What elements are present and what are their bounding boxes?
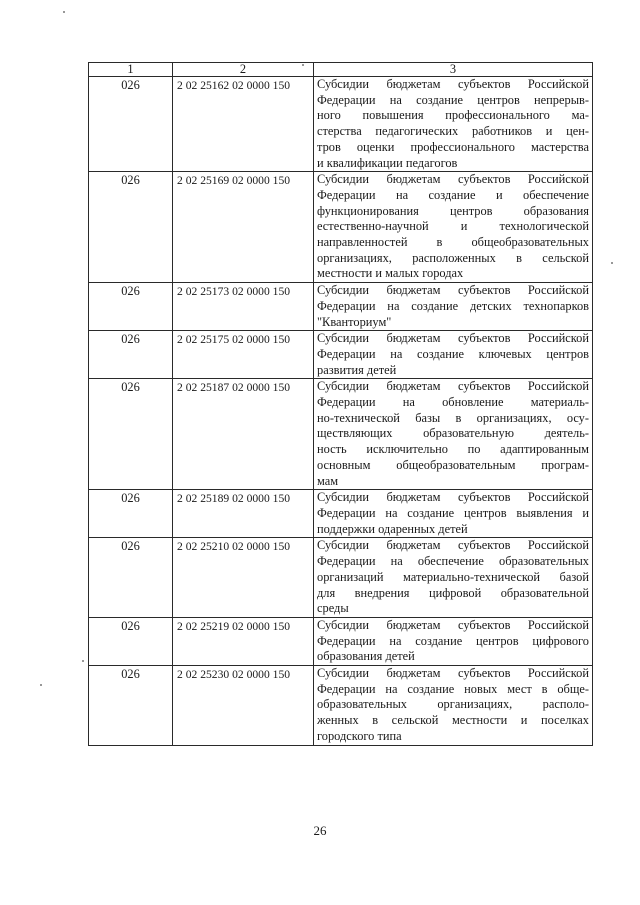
table-row xyxy=(89,490,593,538)
income-code-cell: 2 02 25210 02 0000 150 xyxy=(173,538,314,618)
description-line: Субсидии бюджетам субъектов Российской xyxy=(317,379,589,394)
description-cell xyxy=(314,538,593,618)
description-line: женных в сельской местности и поселках xyxy=(317,713,589,728)
scan-speck xyxy=(63,11,65,13)
description-cell xyxy=(314,283,593,331)
description-line: местности и малых городах xyxy=(317,266,464,281)
table-row xyxy=(89,331,593,379)
admin-code-cell: 026 xyxy=(89,379,173,490)
description-line: естественно-научной и технологической xyxy=(317,219,589,234)
table-row xyxy=(89,379,593,490)
description-line: образования детей xyxy=(317,649,415,664)
description-line: основным общеобразовательным програм- xyxy=(317,457,589,472)
income-code-cell: 2 02 25189 02 0000 150 xyxy=(173,490,314,538)
admin-code-cell: 026 xyxy=(89,538,173,618)
description-line: ществляющих образовательную деятель- xyxy=(317,426,589,441)
description-line: Федерации на создание и обеспечение xyxy=(317,187,589,202)
description-line: Федерации на создание детских технопарков xyxy=(317,298,589,313)
description-line: Субсидии бюджетам субъектов Российской xyxy=(317,538,589,553)
table-row xyxy=(89,172,593,283)
description-line: мам xyxy=(317,473,339,488)
description-line: организациях, расположенных в сельской xyxy=(317,250,589,265)
scan-speck xyxy=(611,262,613,264)
description-cell xyxy=(314,490,593,538)
income-code-cell: 2 02 25175 02 0000 150 xyxy=(173,331,314,379)
description-line: и квалификации педагогов xyxy=(317,155,458,170)
description-line: направленностей в общеобразовательных xyxy=(317,235,589,250)
description-cell xyxy=(314,172,593,283)
table-body xyxy=(89,77,593,746)
description-cell xyxy=(314,379,593,490)
scan-speck xyxy=(82,660,84,662)
description-line: Субсидии бюджетам субъектов Российской xyxy=(317,490,589,505)
description-line: Федерации на обеспечение образовательных xyxy=(317,554,589,569)
income-code-cell: 2 02 25169 02 0000 150 xyxy=(173,172,314,283)
description-line: функционирования центров образования xyxy=(317,203,589,218)
table-row xyxy=(89,617,593,665)
description-line: Субсидии бюджетам субъектов Российской xyxy=(317,77,589,91)
admin-code-cell: 026 xyxy=(89,617,173,665)
description-line: образовательных организациях, располо- xyxy=(317,697,589,712)
scan-speck xyxy=(40,684,42,686)
description-cell xyxy=(314,666,593,746)
description-line: тров оценки профессионального мастерства xyxy=(317,139,589,154)
description-line: среды xyxy=(317,601,349,616)
description-line: ность исключительно по адаптированным xyxy=(317,442,589,457)
description-cell xyxy=(314,331,593,379)
table-row xyxy=(89,666,593,746)
description-line: Субсидии бюджетам субъектов Российской xyxy=(317,283,589,298)
admin-code-cell: 026 xyxy=(89,172,173,283)
description-line: для внедрения цифровой образовательной xyxy=(317,585,589,600)
income-code-cell: 2 02 25187 02 0000 150 xyxy=(173,379,314,490)
description-cell xyxy=(314,617,593,665)
description-line: Субсидии бюджетам субъектов Российской xyxy=(317,617,589,632)
income-code-cell: 2 02 25230 02 0000 150 xyxy=(173,666,314,746)
description-line: Субсидии бюджетам субъектов Российской xyxy=(317,172,589,187)
column-header: 2 xyxy=(173,63,314,77)
admin-code-cell: 026 xyxy=(89,77,173,172)
admin-code-cell: 026 xyxy=(89,666,173,746)
admin-code-cell: 026 xyxy=(89,331,173,379)
description-line: Федерации на создание центров непрерыв- xyxy=(317,92,589,107)
description-line: развития детей xyxy=(317,362,397,377)
admin-code-cell: 026 xyxy=(89,283,173,331)
description-cell xyxy=(314,77,593,172)
description-line: Федерации на создание центров цифрового xyxy=(317,633,589,648)
table-row xyxy=(89,77,593,172)
description-line: Субсидии бюджетам субъектов Российской xyxy=(317,331,589,346)
admin-code-cell: 026 xyxy=(89,490,173,538)
column-header: 3 xyxy=(314,63,593,77)
description-line: стерства педагогических работников и цен- xyxy=(317,124,589,139)
description-line: поддержки одаренных детей xyxy=(317,521,468,536)
income-code-cell: 2 02 25219 02 0000 150 xyxy=(173,617,314,665)
table-row xyxy=(89,538,593,618)
description-line: городского типа xyxy=(317,728,402,743)
description-line: Федерации на обновление материаль- xyxy=(317,395,589,410)
page-number: 26 xyxy=(313,823,327,838)
column-header: 1 xyxy=(89,63,173,77)
description-line: "Кванториум" xyxy=(317,314,392,329)
description-line: Федерации на создание центров выявления и xyxy=(317,505,589,520)
description-line: организаций материально-технической базой xyxy=(317,569,589,584)
table-row xyxy=(89,283,593,331)
description-line: Федерации на создание новых мест в обще- xyxy=(317,681,589,696)
income-code-cell: 2 02 25162 02 0000 150 xyxy=(173,77,314,172)
budget-classification-table xyxy=(88,62,593,746)
income-code-cell: 2 02 25173 02 0000 150 xyxy=(173,283,314,331)
header-row xyxy=(89,63,593,77)
description-line: Федерации на создание ключевых центров xyxy=(317,346,589,361)
description-line: ного повышения профессионального ма- xyxy=(317,108,589,123)
description-line: Субсидии бюджетам субъектов Российской xyxy=(317,666,589,681)
description-line: но-технической базы в организациях, осу- xyxy=(317,410,589,425)
